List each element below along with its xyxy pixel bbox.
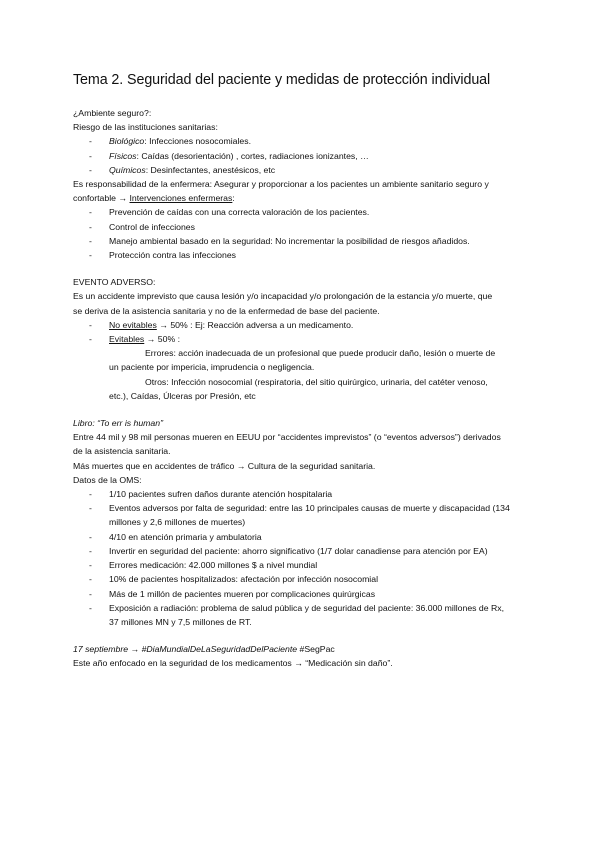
list-item: - Protección contra las infecciones (89, 250, 236, 261)
paragraph-line: Entre 44 mil y 98 mil personas mueren en EEUU por “accidentes imprevistos” (o “eventos adversos”) derivados (73, 432, 501, 443)
list-item: - Prevención de caídas con una correcta valoración de los pacientes. (89, 207, 370, 218)
definition-line: se deriva de la asistencia sanitaria y no de la enfermedad de base del paciente. (73, 305, 380, 316)
list-item: - Exposición a radiación: problema de salud pública y de seguridad del paciente: 36.000 millones de Rx, 37 millones MN y 7,5 millones de RT. (89, 602, 505, 627)
oms-list (73, 487, 530, 629)
list-item: - Químicos: Desinfectantes, anestésicos, etc (89, 164, 276, 175)
paragraph-line: Este año enfocado en la seguridad de los medicamentos → “Medicación sin daño”. (73, 658, 393, 669)
responsibility-line: Es responsabilidad de la enfermera: Asegurar y proporcionar a los pacientes un ambiente sanitario seguro y (73, 179, 489, 190)
section-to-err-is-human (73, 416, 530, 629)
paragraph-line: de la asistencia sanitaria. (73, 446, 171, 457)
section-heading: ¿Ambiente seguro?: (73, 108, 152, 118)
list-item: - Control de infecciones (89, 221, 195, 232)
list-item: - 10% de pacientes hospitalizados: afectación por infección nosocomial (89, 574, 378, 585)
adverse-types-list (73, 318, 530, 346)
page-title: Tema 2. Seguridad del paciente y medidas de protección individual (73, 72, 491, 88)
section-heading: EVENTO ADVERSO: (73, 277, 156, 288)
list-item: - Físicos: Caídas (desorientación) , cortes, radiaciones ionizantes, … (89, 150, 369, 161)
errores-line: un paciente por impericia, imprudencia o negligencia. (109, 362, 315, 373)
section-dia-mundial (73, 642, 530, 670)
section-ambiente-seguro (73, 106, 530, 262)
list-item: - 4/10 en atención primaria y ambulatoria (89, 531, 262, 542)
list-item: - Evitables → 50% : (89, 334, 180, 345)
risk-list (73, 134, 530, 177)
list-item: - Biológico: Infecciones nosocomiales. (89, 136, 251, 147)
risk-intro: Riesgo de las instituciones sanitarias: (73, 122, 218, 133)
list-item: - No evitables → 50% : Ej: Reacción adversa a un medicamento. (89, 319, 354, 330)
list-item: - 1/10 pacientes sufren daños durante atención hospitalaria (89, 489, 333, 500)
list-item: - Eventos adversos por falta de seguridad: entre las 10 principales causas de muerte y discapacidad (134 millones y 2,6 millones de muertes) (89, 503, 510, 528)
section-evento-adverso (73, 275, 530, 403)
otros-line: Otros: Infección nosocomial (respiratoria, del sitio quirúrgico, urinaria, del catéter venoso, (145, 376, 488, 387)
interventions-list (73, 205, 530, 262)
paragraph-line: Más muertes que en accidentes de tráfico → Cultura de la seguridad sanitaria. (73, 460, 376, 471)
book-title: Libro: “To err is human” (73, 418, 163, 429)
otros-line: etc.), Caídas, Úlceras por Presión, etc (109, 390, 256, 401)
responsibility-line: confortable → Intervenciones enfermeras: (73, 193, 235, 204)
errores-line: Errores: acción inadecuada de un profesional que puede producir daño, lesión o muerte de (145, 348, 496, 359)
definition-line: Es un accidente imprevisto que causa lesión y/o incapacidad y/o prolongación de la estancia y/o muerte, que (73, 291, 493, 302)
list-item: - Errores medicación: 42.000 millones $ a nivel mundial (89, 560, 318, 571)
list-item: - Invertir en seguridad del paciente: ahorro significativo (1/7 dolar canadiense para atención por EA) (89, 545, 488, 556)
oms-intro: Datos de la OMS: (73, 474, 142, 485)
date-line: 17 septiembre → #DiaMundialDeLaSeguridadDelPaciente #SegPac (73, 644, 335, 655)
list-item: - Más de 1 millón de pacientes mueren por complicaciones quirúrgicas (89, 588, 376, 599)
list-item: - Manejo ambiental basado en la seguridad: No incrementar la posibilidad de riesgos añadidos. (89, 235, 470, 246)
